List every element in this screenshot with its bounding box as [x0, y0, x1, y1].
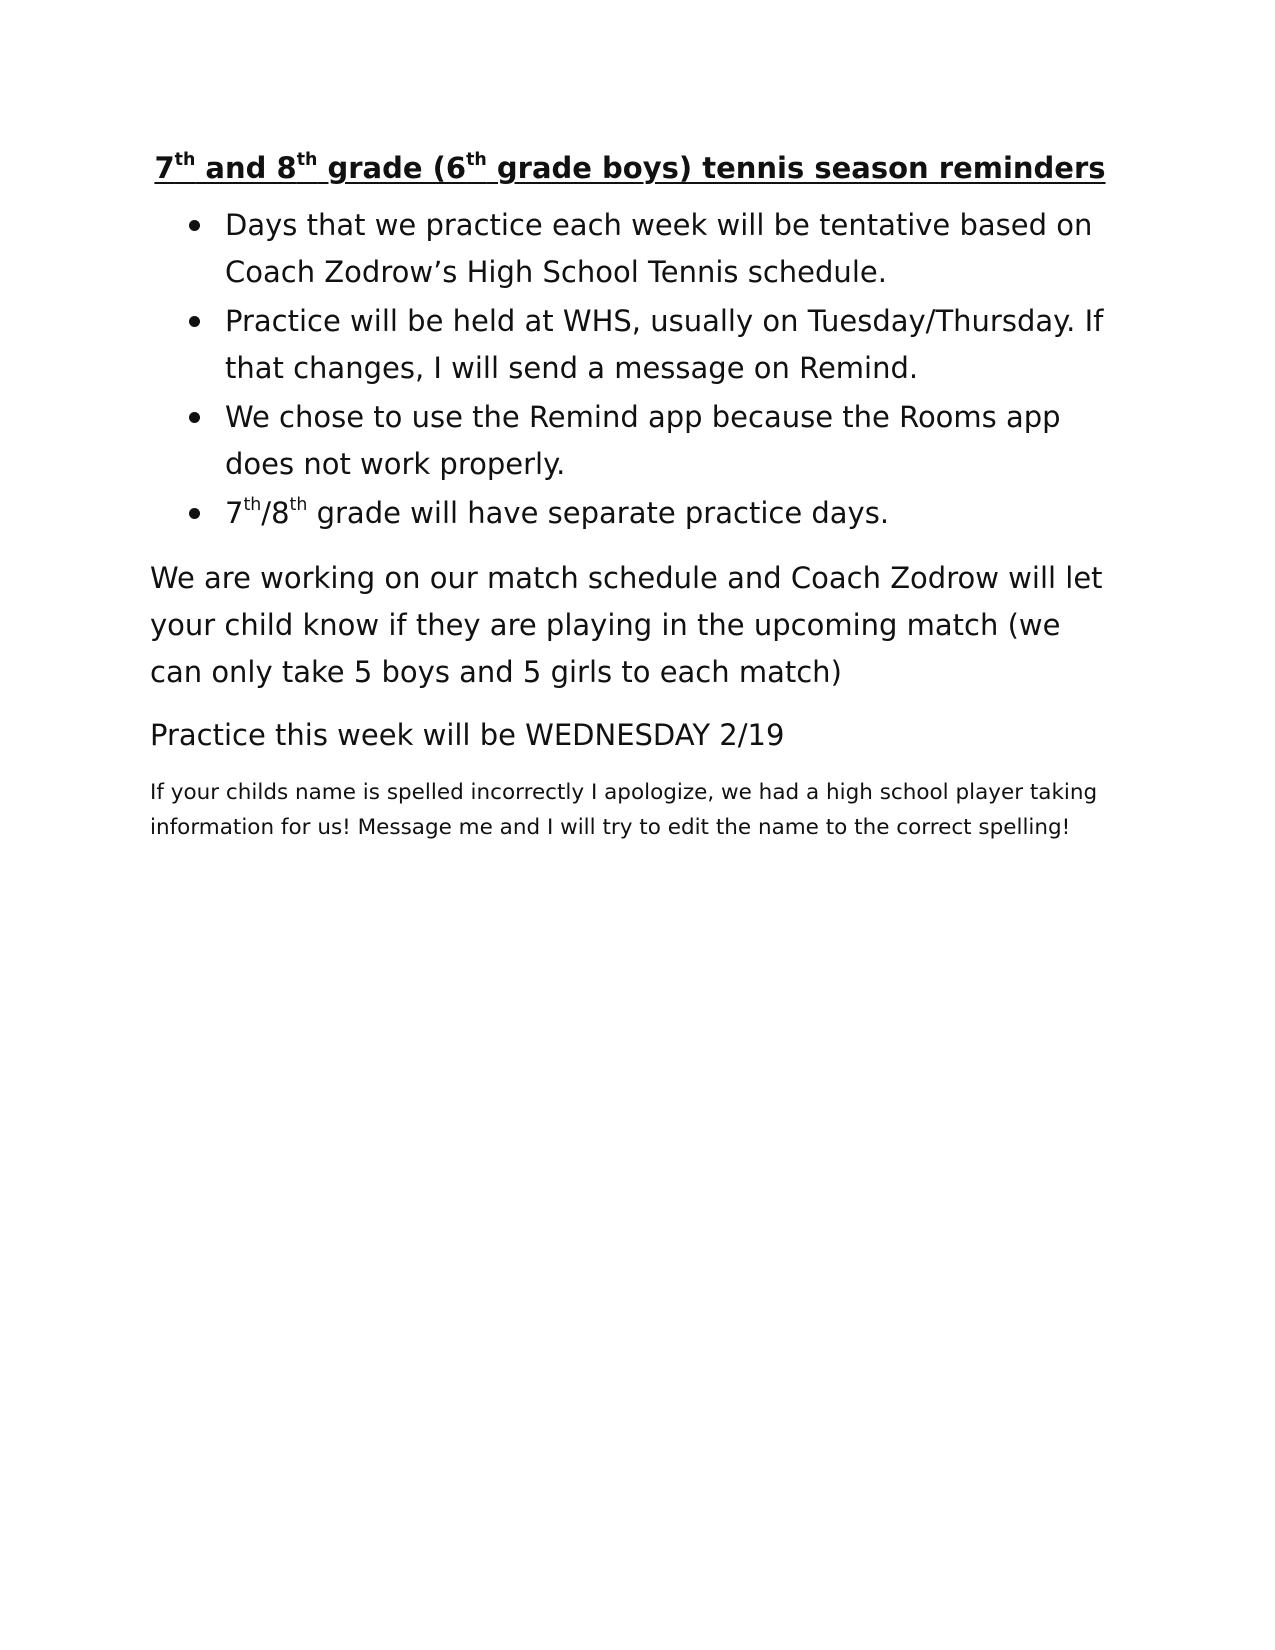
title-superscript: th — [466, 149, 487, 170]
list-item-text: We chose to use the Remind app because the Rooms app does not work properly. — [225, 400, 1061, 481]
list-item-text: Practice will be held at WHS, usually on Tuesday/Thursday. If that changes, I will send a message on Remind. — [225, 304, 1104, 385]
reminders-list — [150, 202, 1110, 537]
title-text: grade boys) tennis season reminders — [486, 151, 1106, 185]
bullet-icon — [189, 412, 200, 423]
document-title — [150, 148, 1110, 188]
list-item-text: Days that we practice each week will be tentative based on Coach Zodrow’s High School Tennis schedule. — [225, 208, 1093, 289]
title-superscript: th — [296, 149, 318, 170]
practice-this-week-paragraph: Practice this week will be WEDNESDAY 2/19 — [150, 718, 785, 752]
name-spelling-paragraph: If your childs name is spelled incorrectly I apologize, we had a high school player taking information for us! Message me and I will try to edit the name to the correct spelling! — [150, 780, 1098, 840]
list-item — [150, 490, 1110, 537]
document-content — [150, 148, 1110, 845]
list-item-text: 7 — [225, 496, 244, 530]
bullet-icon — [189, 508, 200, 519]
list-item — [150, 202, 1110, 296]
list-item — [150, 394, 1110, 488]
title-text: grade (6 — [317, 151, 467, 185]
list-item-text: /8 — [261, 496, 290, 530]
bullet-icon — [189, 316, 200, 327]
title-text: and 8 — [195, 151, 297, 185]
match-schedule-paragraph: We are working on our match schedule and Coach Zodrow will let your child know if they are playing in the upcoming match (we can only take 5 boys and 5 girls to each match) — [150, 561, 1103, 689]
list-item-superscript: th — [289, 494, 308, 515]
bullet-icon — [189, 220, 200, 231]
list-item-text: grade will have separate practice days. — [307, 496, 890, 530]
list-item-superscript: th — [243, 494, 262, 515]
title-text: 7 — [154, 151, 175, 185]
title-superscript: th — [174, 149, 196, 170]
list-item — [150, 298, 1110, 392]
